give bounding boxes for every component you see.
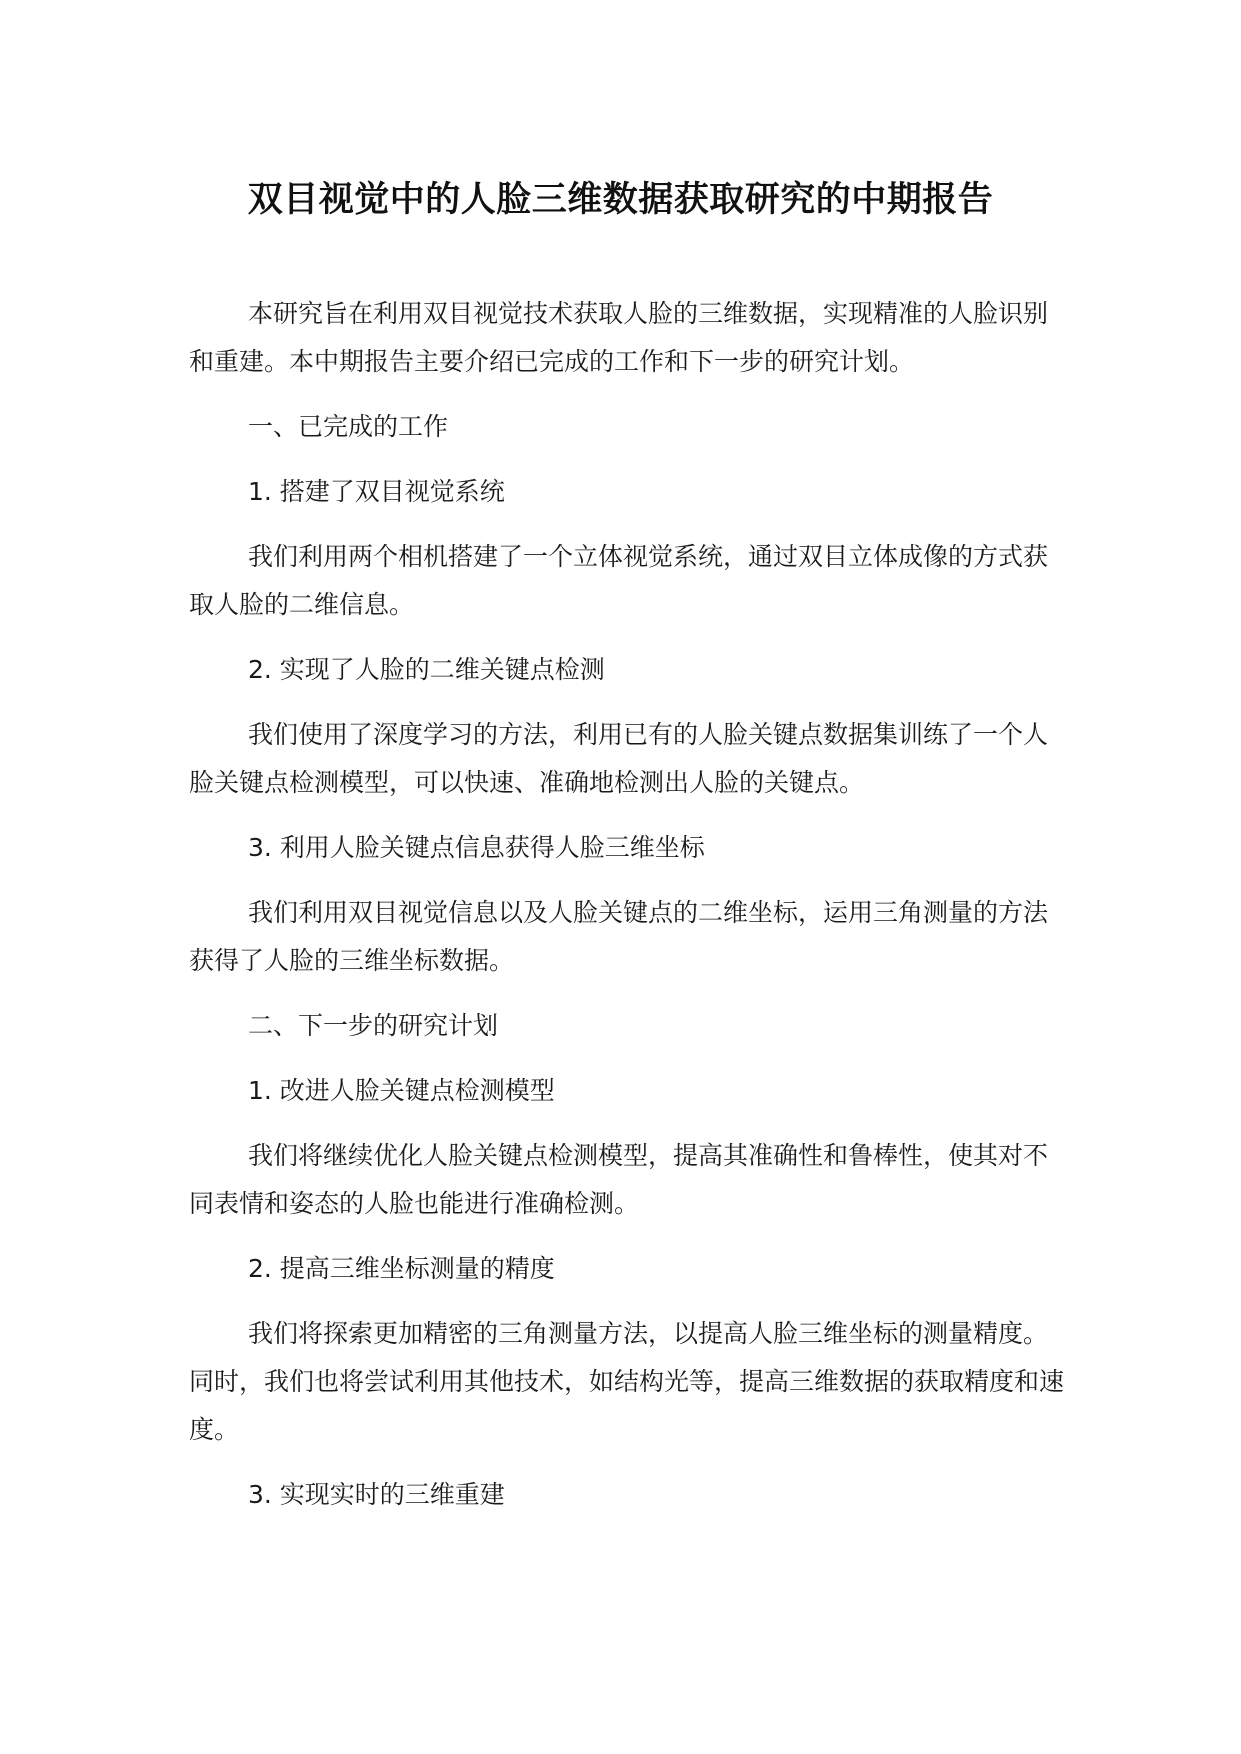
intro-paragraph: 本研究旨在利用双目视觉技术获取人脸的三维数据，实现精准的人脸识别和重建。本中期报告主要介绍已完成的工作和下一步的研究计划。: [189, 299, 1049, 376]
section-next-plan: [189, 1002, 1069, 1519]
subsection-heading: 1. 改进人脸关键点检测模型: [248, 1076, 555, 1105]
subsection-heading: 3. 实现实时的三维重建: [248, 1480, 505, 1509]
subsection-heading: 3. 利用人脸关键点信息获得人脸三维坐标: [248, 833, 705, 862]
document-body: [189, 290, 1069, 1536]
section-heading: 一、已完成的工作: [248, 412, 449, 441]
subsection-heading: 2. 提高三维坐标测量的精度: [248, 1254, 555, 1283]
section-heading: 二、下一步的研究计划: [248, 1011, 499, 1040]
subsection-paragraph: 我们利用双目视觉信息以及人脸关键点的二维坐标，运用三角测量的方法获得了人脸的三维坐标数据。: [189, 898, 1049, 975]
subsection-paragraph: 我们将继续优化人脸关键点检测模型，提高其准确性和鲁棒性，使其对不同表情和姿态的人脸也能进行准确检测。: [189, 1141, 1049, 1218]
subsection-heading: 2. 实现了人脸的二维关键点检测: [248, 655, 605, 684]
subsection-paragraph: 我们利用两个相机搭建了一个立体视觉系统，通过双目立体成像的方式获取人脸的二维信息。: [189, 542, 1049, 619]
section-completed-work: [189, 403, 1069, 985]
document-title: 双目视觉中的人脸三维数据获取研究的中期报告: [247, 180, 994, 220]
subsection-heading: 1. 搭建了双目视觉系统: [248, 477, 505, 506]
subsection-paragraph: 我们使用了深度学习的方法，利用已有的人脸关键点数据集训练了一个人脸关键点检测模型，可以快速、准确地检测出人脸的关键点。: [189, 720, 1049, 797]
subsection-paragraph: 我们将探索更加精密的三角测量方法，以提高人脸三维坐标的测量精度。同时，我们也将尝试利用其他技术，如结构光等，提高三维数据的获取精度和速度。: [189, 1319, 1065, 1444]
